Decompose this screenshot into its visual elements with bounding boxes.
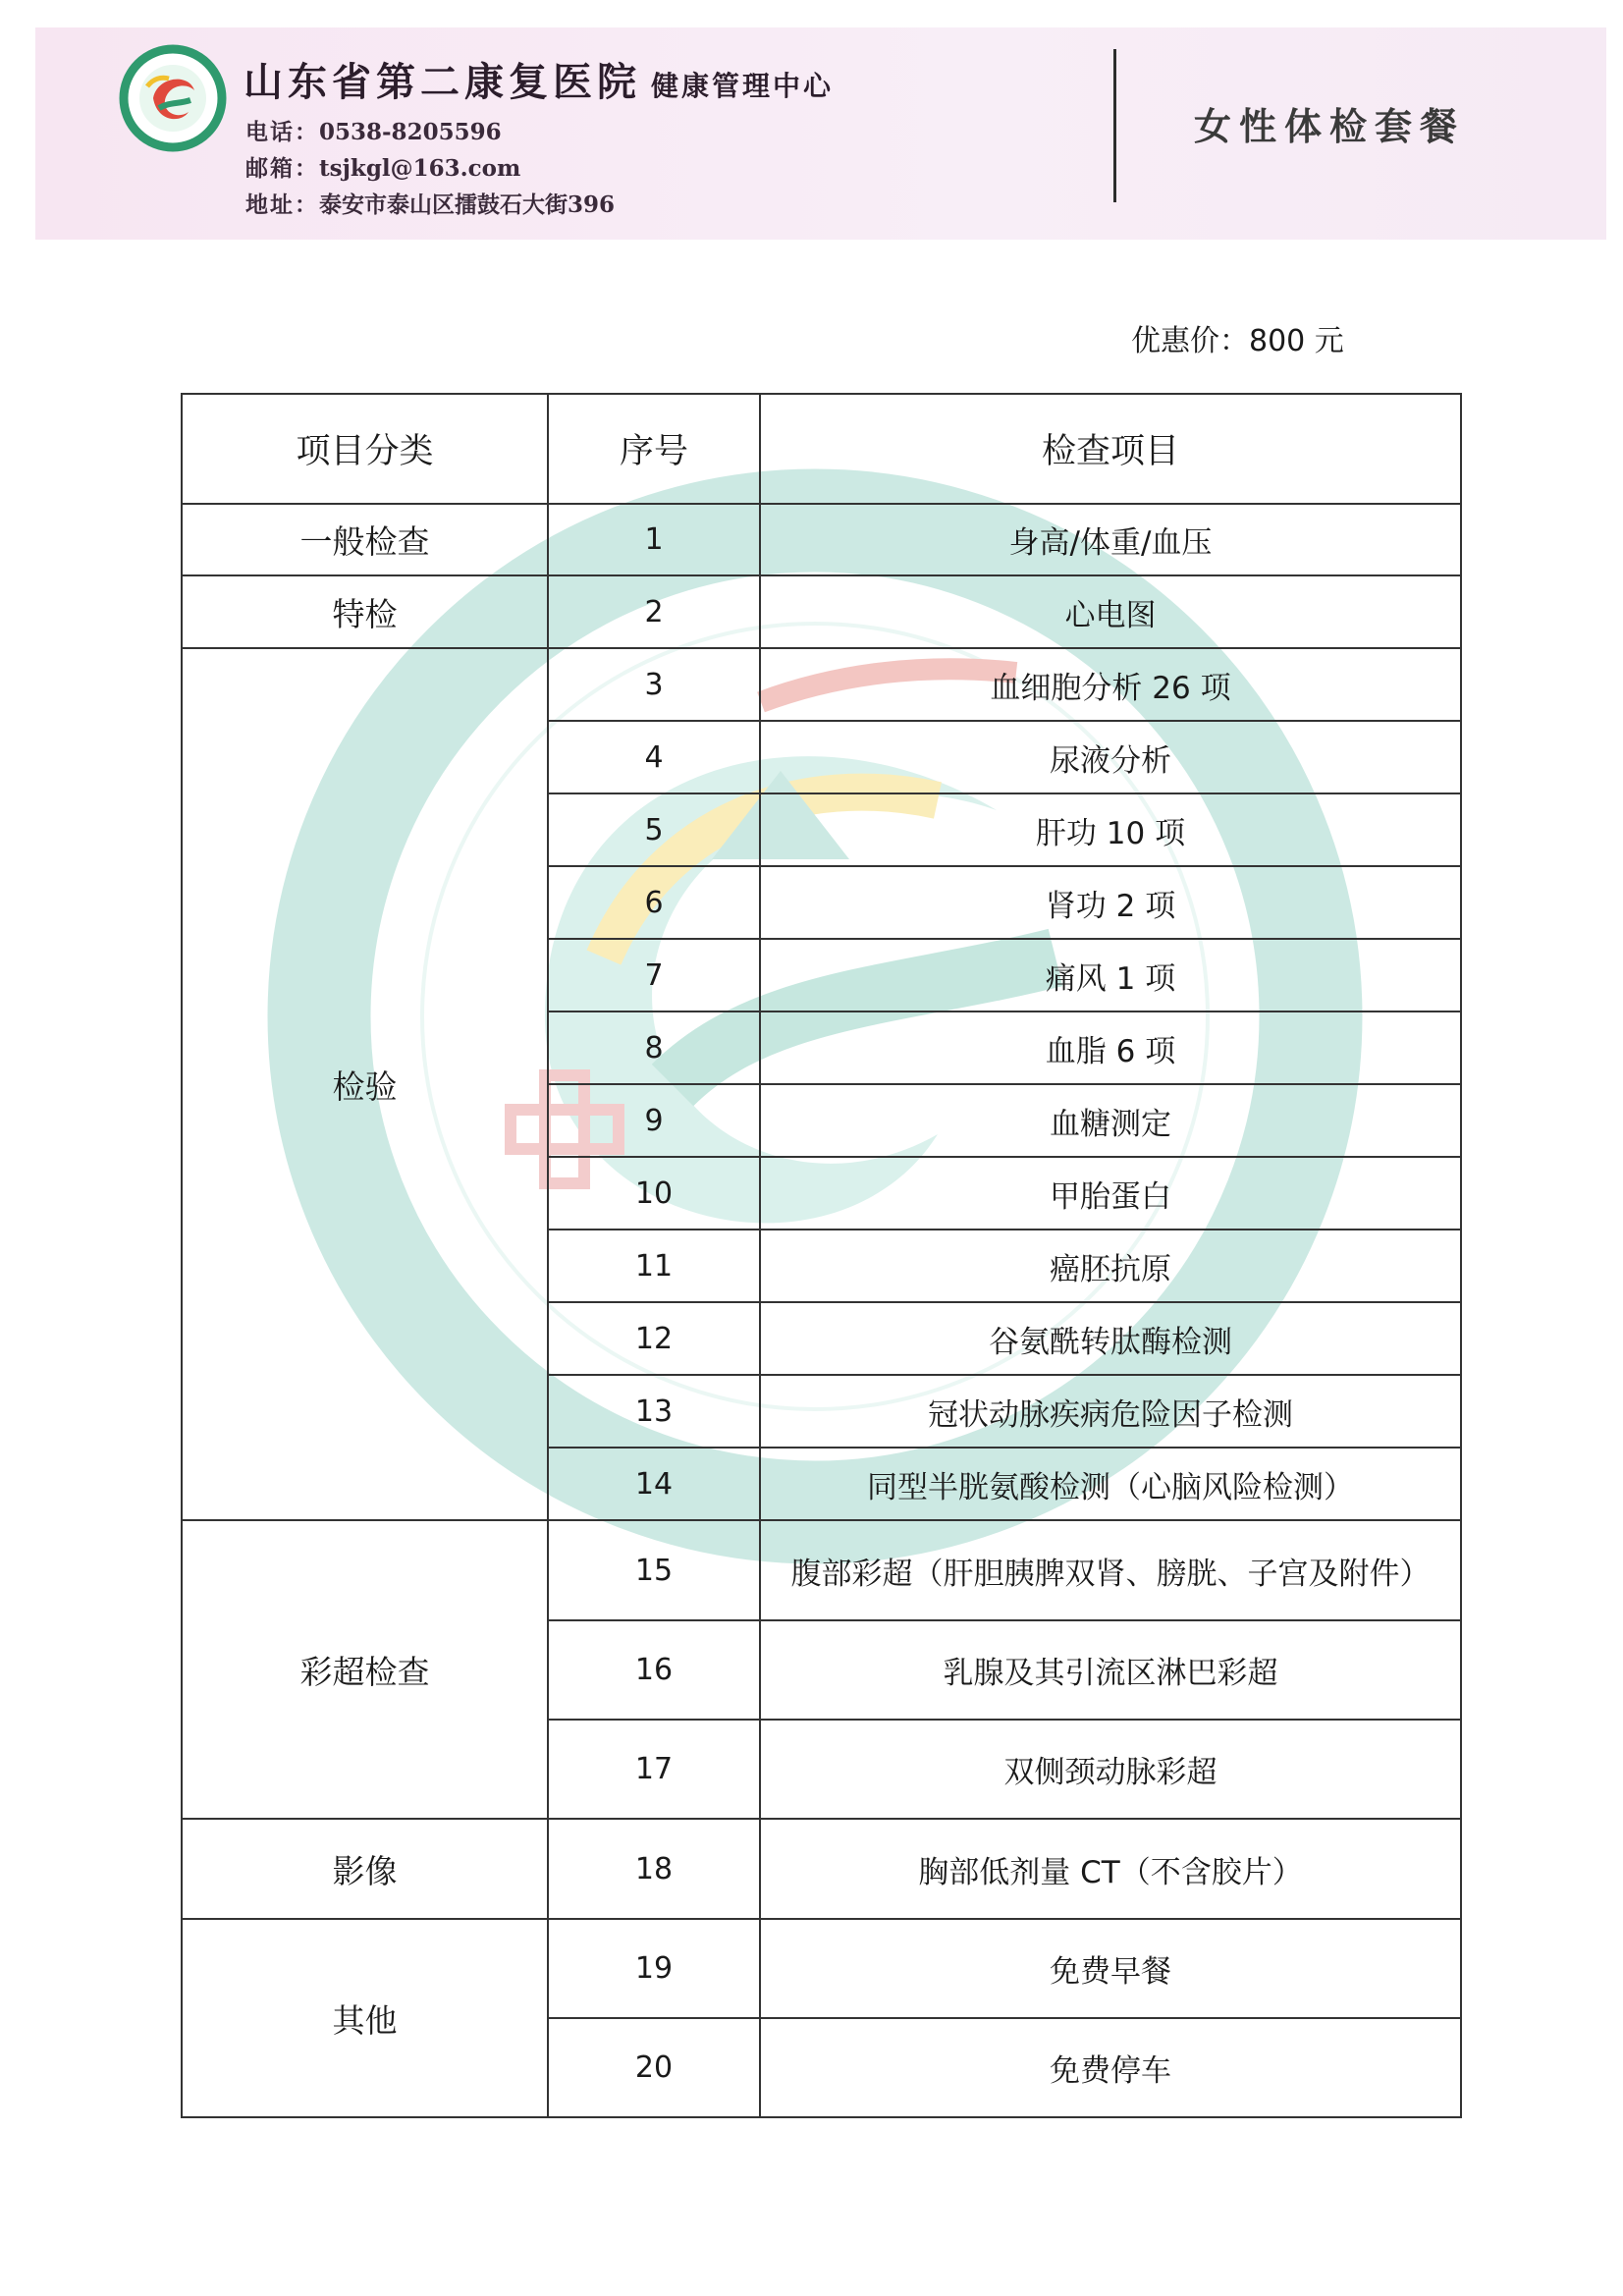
table-row — [182, 575, 1461, 648]
row-number: 19 — [548, 1919, 760, 2018]
exam-item: 血糖测定 — [760, 1084, 1461, 1157]
row-number: 8 — [548, 1011, 760, 1084]
category-cell: 特检 — [182, 575, 548, 648]
table-row — [182, 1819, 1461, 1919]
exam-item: 血脂 6 项 — [760, 1011, 1461, 1084]
exam-item: 冠状动脉疾病危险因子检测 — [760, 1375, 1461, 1448]
row-number: 18 — [548, 1819, 760, 1919]
category-cell: 影像 — [182, 1819, 548, 1919]
row-number: 9 — [548, 1084, 760, 1157]
exam-item: 痛风 1 项 — [760, 939, 1461, 1011]
row-number: 16 — [548, 1620, 760, 1720]
email-value: tsjkgl@163.com — [319, 155, 521, 182]
exam-item: 免费早餐 — [760, 1919, 1461, 2018]
row-number: 3 — [548, 648, 760, 721]
row-number: 12 — [548, 1302, 760, 1375]
exam-item: 肝功 10 项 — [760, 793, 1461, 866]
header-exam-item: 检查项目 — [760, 394, 1461, 504]
hospital-logo-icon — [118, 43, 228, 153]
row-number: 1 — [548, 504, 760, 575]
phone-line — [245, 114, 502, 146]
header-category: 项目分类 — [182, 394, 548, 504]
exam-item: 肾功 2 项 — [760, 866, 1461, 939]
discount-price: 优惠价：800 元 — [1131, 324, 1344, 358]
email-label: 邮箱： — [245, 155, 319, 182]
exam-item: 双侧颈动脉彩超 — [760, 1720, 1461, 1819]
exam-item: 甲胎蛋白 — [760, 1157, 1461, 1230]
row-number: 5 — [548, 793, 760, 866]
header-divider — [1113, 49, 1116, 202]
exam-item: 同型半胱氨酸检测（心脑风险检测） — [760, 1448, 1461, 1520]
table-row — [182, 648, 1461, 721]
table-row — [182, 1919, 1461, 2018]
exam-item: 乳腺及其引流区淋巴彩超 — [760, 1620, 1461, 1720]
package-title: 女性体检套餐 — [1194, 105, 1466, 148]
row-number: 2 — [548, 575, 760, 648]
exam-item: 谷氨酰转肽酶检测 — [760, 1302, 1461, 1375]
header-number: 序号 — [548, 394, 760, 504]
exam-item: 免费停车 — [760, 2018, 1461, 2117]
row-number: 15 — [548, 1520, 760, 1620]
row-number: 13 — [548, 1375, 760, 1448]
phone-label: 电话： — [245, 119, 319, 145]
exam-items-table — [181, 393, 1462, 2118]
exam-item: 身高/体重/血压 — [760, 504, 1461, 575]
table-row — [182, 504, 1461, 575]
address-line — [245, 187, 615, 219]
exam-item: 胸部低剂量 CT（不含胶片） — [760, 1819, 1461, 1919]
exam-item: 血细胞分析 26 项 — [760, 648, 1461, 721]
row-number: 17 — [548, 1720, 760, 1819]
address-value: 泰安市泰山区擂鼓石大街396 — [319, 191, 616, 218]
row-number: 6 — [548, 866, 760, 939]
exam-item: 腹部彩超（肝胆胰脾双肾、膀胱、子宫及附件） — [760, 1520, 1461, 1620]
row-number: 11 — [548, 1230, 760, 1302]
category-cell: 彩超检查 — [182, 1520, 548, 1819]
exam-item: 尿液分析 — [760, 721, 1461, 793]
row-number: 20 — [548, 2018, 760, 2117]
row-number: 10 — [548, 1157, 760, 1230]
row-number: 7 — [548, 939, 760, 1011]
category-cell: 其他 — [182, 1919, 548, 2117]
phone-value: 0538-8205596 — [319, 119, 502, 145]
hospital-name: 山东省第二康复医院 健康管理中心 — [243, 59, 835, 105]
category-cell: 检验 — [182, 648, 548, 1520]
exam-item: 癌胚抗原 — [760, 1230, 1461, 1302]
page-header — [35, 27, 1606, 240]
row-number: 14 — [548, 1448, 760, 1520]
table-row — [182, 1520, 1461, 1620]
exam-item: 心电图 — [760, 575, 1461, 648]
row-number: 4 — [548, 721, 760, 793]
table-header-row — [182, 394, 1461, 504]
email-line — [245, 150, 520, 183]
address-label: 地址： — [245, 191, 319, 218]
hospital-department: 健康管理中心 — [651, 70, 835, 102]
category-cell: 一般检查 — [182, 504, 548, 575]
